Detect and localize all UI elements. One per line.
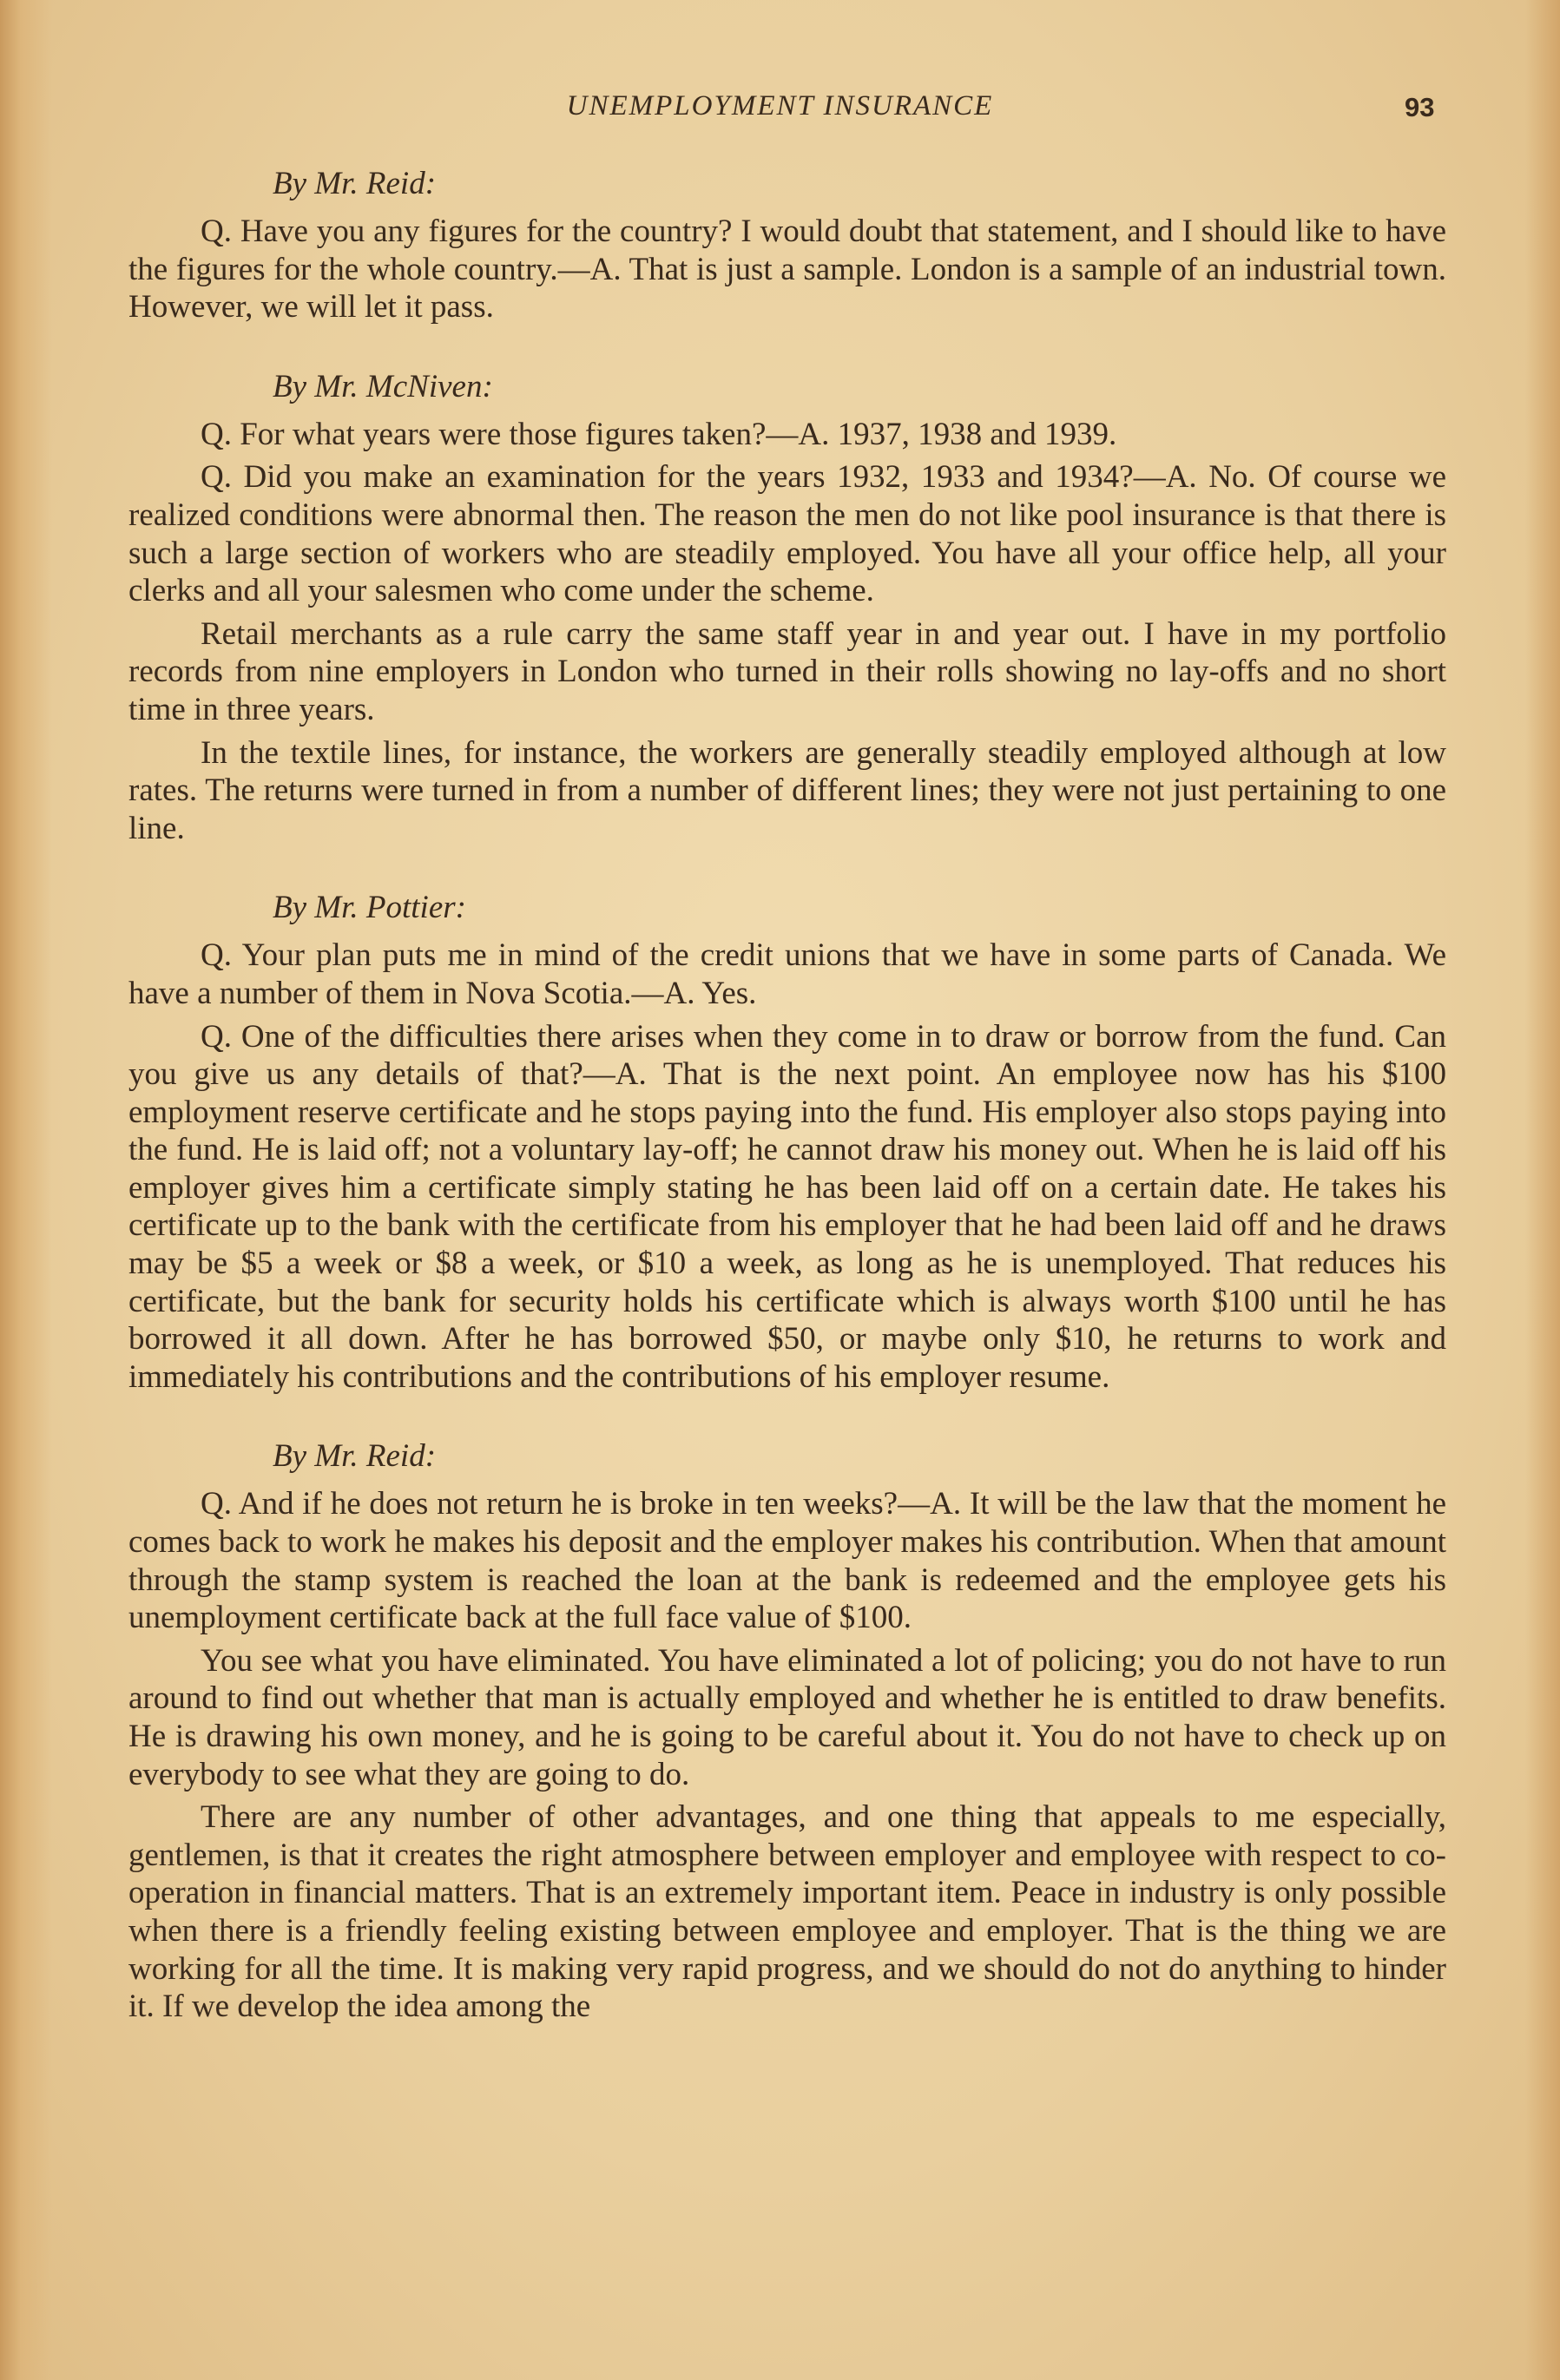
page-header	[0, 90, 1560, 132]
paragraph: Retail merchants as a rule carry the same staff year in and year out. I have in my portfolio records from nine employers in London who turned in their rolls showing no lay-offs and no short time in three years.	[128, 615, 1446, 727]
page-number: 93	[1405, 92, 1435, 122]
page-edge-shadow-right	[1525, 0, 1560, 2380]
paragraph: Q. One of the difficulties there arises when they come in to draw or borrow from the fund. Can you give us any details of that?—A. That is the next point. An employee now has his $100 employment reserve certificate and he stops paying into the fund. His employer also stops paying into the fund. He is laid off; not a voluntary lay-off; he cannot draw his money out. When he is laid off his employer gives him a certificate simply stating he has been laid off on a certain date. He takes his certificate up to the bank with the certificate from his employer that he had been laid off and he draws may be $5 a week or $8 a week, or $10 a week, as long as he is unemployed. That reduces his certificate, but the bank for security holds his certificate which is always worth $100 until he has borrowed it all down. After he has borrowed $50, or maybe only $10, he returns to work and immediately his contributions and the contributions of his employer resume.	[128, 1018, 1446, 1395]
paragraph: Q. Have you any figures for the country? I would doubt that statement, and I should like to have the figures for the whole country.—A. That is just a sample. London is a sample of an industrial town. However, we will let it pass.	[128, 214, 1446, 325]
paragraph: Q. For what years were those figures taken?—A. 1937, 1938 and 1939.	[201, 416, 1117, 452]
speaker-heading: By Mr. Reid:	[273, 1438, 437, 1475]
paragraph: In the textile lines, for instance, the workers are generally steadily employed although at low rates. The returns were turned in from a number of different lines; they were not just pertaining to one line.	[128, 734, 1446, 846]
paragraph: Q. Your plan puts me in mind of the credit unions that we have in some parts of Canada. We have a number of them in Nova Scotia.—A. Yes.	[128, 937, 1446, 1011]
speaker-heading: By Mr. Reid:	[273, 166, 437, 201]
paragraph: Q. And if he does not return he is broke in ten weeks?—A. It will be the law that the moment he comes back to work he makes his deposit and the employer makes his contribution. When that amount through the stamp system is reached the loan at the bank is redeemed and the employee gets his unemployment certificate back at the full face value of $100.	[128, 1486, 1446, 1636]
speaker-heading: By Mr. Pottier:	[273, 890, 466, 926]
speaker-heading: By Mr. McNiven:	[273, 368, 493, 404]
paragraph: You see what you have eliminated. You have eliminated a lot of policing; you do not have to run around to find out whether that man is actually employed and whether he is entitled to draw benefits. He is drawing his own money, and he is going to be careful about it. You do not have to check up on everybody to see what they are going to do.	[128, 1642, 1446, 1792]
page-body	[128, 165, 1446, 2031]
page-edge-shadow-left	[0, 0, 52, 2380]
paragraph: There are any number of other advantages, and one thing that appeals to me especially, gentlemen, is that it creates the right atmosphere between employer and employee with respect to co-operation in financial matters. That is an extremely important item. Peace in industry is only possible when there is a friendly feeling existing between employee and employer. That is the thing we are working for all the time. It is making very rapid progress, and we should do not do anything to hinder it. If we develop the idea among the	[128, 1799, 1446, 2025]
running-title: UNEMPLOYMENT INSURANCE	[566, 90, 994, 122]
paragraph: Q. Did you make an examination for the years 1932, 1933 and 1934?—A. No. Of course we realized conditions were abnormal then. The reason the men do not like pool insurance is that there is such a large section of workers who are steadily employed. You have all your office help, all your clerks and all your salesmen who come under the scheme.	[128, 459, 1446, 609]
